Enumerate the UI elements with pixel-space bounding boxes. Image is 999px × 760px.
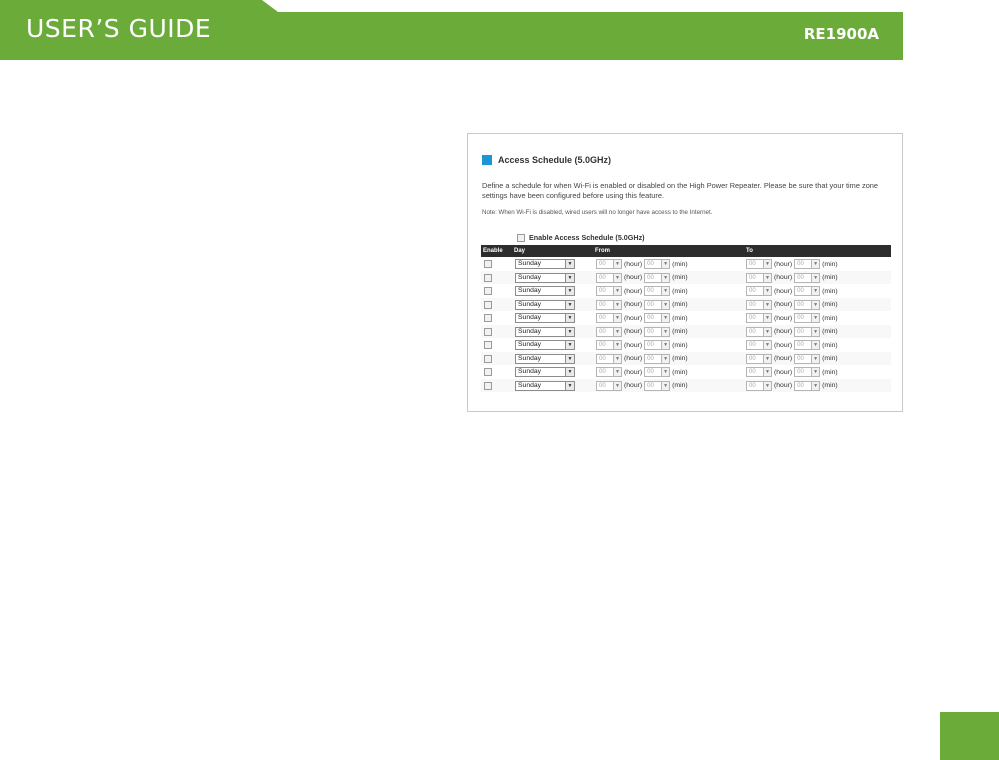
row-enable-checkbox[interactable] [484, 341, 492, 349]
from-hour-value: 00 [599, 274, 606, 281]
from-min-select[interactable] [644, 327, 670, 337]
to-hour-value: 00 [749, 288, 756, 294]
from-min-value: 00 [647, 369, 654, 375]
chevron-down-icon: ▼ [565, 260, 574, 268]
chevron-down-icon: ▼ [661, 355, 669, 363]
day-value: Sunday [518, 368, 542, 375]
table-row [481, 352, 891, 366]
min-unit: (min) [672, 287, 688, 295]
to-hour-value: 00 [749, 382, 756, 389]
chevron-down-icon: ▼ [565, 301, 574, 309]
from-hour-select[interactable] [596, 327, 622, 337]
min-unit: (min) [672, 341, 688, 349]
chevron-down-icon: ▼ [613, 328, 621, 336]
hour-unit: (hour) [624, 341, 643, 349]
from-time [596, 381, 690, 391]
min-unit: (min) [822, 301, 838, 308]
guide-title: USER’S GUIDE [26, 14, 212, 43]
chevron-down-icon: ▼ [613, 368, 621, 376]
enable-schedule-label: Enable Access Schedule (5.0GHz) [529, 233, 645, 242]
day-value: Sunday [518, 354, 542, 362]
from-min-value: 00 [647, 261, 654, 267]
hour-unit: (hour) [624, 274, 643, 281]
chevron-down-icon: ▼ [661, 301, 669, 309]
chevron-down-icon: ▼ [613, 274, 621, 282]
to-hour-value: 00 [749, 355, 756, 362]
day-value: Sunday [518, 273, 542, 281]
from-min-select[interactable] [644, 259, 670, 269]
to-min-select[interactable] [794, 286, 820, 296]
model-name: RE1900A [803, 25, 879, 43]
chevron-down-icon: ▼ [763, 355, 771, 363]
to-time [746, 313, 840, 323]
row-enable-checkbox[interactable] [484, 314, 492, 322]
row-enable-checkbox[interactable] [484, 328, 492, 336]
to-min-value: 00 [797, 342, 804, 348]
note-text: Note: When Wi-Fi is disabled, wired users will no longer have access to the Internet. [482, 209, 713, 216]
chevron-down-icon: ▼ [661, 368, 669, 376]
from-hour-value: 00 [599, 328, 606, 335]
from-time [596, 259, 690, 269]
hour-unit: (hour) [774, 368, 793, 376]
from-hour-select[interactable] [596, 367, 622, 377]
row-enable-checkbox[interactable] [484, 274, 492, 282]
min-unit: (min) [672, 314, 688, 322]
min-unit: (min) [822, 260, 838, 268]
to-time [746, 300, 840, 310]
min-unit: (min) [822, 287, 838, 295]
chevron-down-icon: ▼ [661, 314, 669, 322]
table-row [481, 257, 891, 271]
min-unit: (min) [822, 355, 838, 362]
hour-unit: (hour) [774, 341, 793, 349]
col-day: Day [514, 248, 526, 254]
chevron-down-icon: ▼ [565, 314, 574, 322]
to-min-select[interactable] [794, 340, 820, 350]
day-value: Sunday [518, 314, 542, 321]
from-hour-value: 00 [599, 315, 606, 321]
min-unit: (min) [672, 274, 688, 281]
from-hour-value: 00 [599, 355, 606, 362]
min-unit: (min) [672, 260, 688, 268]
from-min-value: 00 [647, 382, 654, 389]
header-banner [0, 0, 903, 60]
to-hour-select[interactable] [746, 327, 772, 337]
enable-schedule-control[interactable] [517, 233, 645, 242]
chevron-down-icon: ▼ [811, 301, 819, 309]
chevron-down-icon: ▼ [811, 368, 819, 376]
chevron-down-icon: ▼ [565, 274, 574, 282]
to-min-select[interactable] [794, 381, 820, 391]
page-tab [940, 712, 999, 760]
chevron-down-icon: ▼ [811, 382, 819, 390]
table-header [481, 245, 891, 257]
chevron-down-icon: ▼ [763, 301, 771, 309]
to-hour-value: 00 [749, 369, 756, 375]
chevron-down-icon: ▼ [811, 314, 819, 322]
table-body [481, 257, 891, 392]
to-hour-value: 00 [749, 261, 756, 267]
chevron-down-icon: ▼ [763, 368, 771, 376]
chevron-down-icon: ▼ [811, 355, 819, 363]
to-hour-value: 00 [749, 342, 756, 348]
chevron-down-icon: ▼ [661, 328, 669, 336]
to-min-value: 00 [797, 301, 804, 308]
chevron-down-icon: ▼ [763, 260, 771, 268]
row-enable-checkbox[interactable] [484, 368, 492, 376]
to-time [746, 286, 840, 296]
enable-schedule-checkbox[interactable] [517, 234, 525, 242]
from-hour-value: 00 [599, 288, 606, 294]
from-hour-select[interactable] [596, 286, 622, 296]
from-time [596, 354, 690, 364]
from-time [596, 367, 690, 377]
chevron-down-icon: ▼ [613, 301, 621, 309]
day-select[interactable] [515, 286, 575, 296]
from-hour-value: 00 [599, 301, 606, 308]
min-unit: (min) [672, 328, 688, 335]
hour-unit: (hour) [624, 260, 643, 268]
hour-unit: (hour) [774, 287, 793, 295]
to-min-value: 00 [797, 369, 804, 375]
to-min-value: 00 [797, 274, 804, 281]
table-row [481, 379, 891, 393]
hour-unit: (hour) [774, 301, 793, 308]
row-enable-checkbox[interactable] [484, 301, 492, 309]
day-select[interactable] [515, 327, 575, 337]
from-time [596, 286, 690, 296]
from-min-value: 00 [647, 315, 654, 321]
to-time [746, 273, 840, 283]
to-min-select[interactable] [794, 273, 820, 283]
from-min-value: 00 [647, 328, 654, 335]
chevron-down-icon: ▼ [811, 341, 819, 349]
chevron-down-icon: ▼ [661, 274, 669, 282]
chevron-down-icon: ▼ [763, 274, 771, 282]
hour-unit: (hour) [624, 382, 643, 389]
chevron-down-icon: ▼ [661, 341, 669, 349]
to-min-select[interactable] [794, 354, 820, 364]
from-min-value: 00 [647, 342, 654, 348]
to-hour-select[interactable] [746, 313, 772, 323]
chevron-down-icon: ▼ [613, 382, 621, 390]
day-select[interactable] [515, 340, 575, 350]
from-min-select[interactable] [644, 340, 670, 350]
day-value: Sunday [518, 381, 542, 389]
from-hour-select[interactable] [596, 313, 622, 323]
chevron-down-icon: ▼ [565, 368, 574, 376]
to-time [746, 327, 840, 337]
chevron-down-icon: ▼ [613, 287, 621, 295]
chevron-down-icon: ▼ [565, 355, 574, 363]
min-unit: (min) [672, 355, 688, 362]
from-min-value: 00 [647, 301, 654, 308]
chevron-down-icon: ▼ [811, 260, 819, 268]
hour-unit: (hour) [624, 287, 643, 295]
min-unit: (min) [672, 301, 688, 308]
to-time [746, 354, 840, 364]
to-hour-select[interactable] [746, 300, 772, 310]
to-min-value: 00 [797, 315, 804, 321]
min-unit: (min) [822, 314, 838, 322]
hour-unit: (hour) [624, 314, 643, 322]
to-time [746, 340, 840, 350]
row-enable-checkbox[interactable] [484, 355, 492, 363]
from-hour-select[interactable] [596, 273, 622, 283]
row-enable-checkbox[interactable] [484, 287, 492, 295]
chevron-down-icon: ▼ [811, 274, 819, 282]
day-select[interactable] [515, 313, 575, 323]
min-unit: (min) [822, 328, 838, 335]
min-unit: (min) [672, 382, 688, 389]
from-time [596, 340, 690, 350]
from-min-value: 00 [647, 355, 654, 362]
to-time [746, 367, 840, 377]
to-min-select[interactable] [794, 327, 820, 337]
day-select[interactable] [515, 259, 575, 269]
to-min-select[interactable] [794, 300, 820, 310]
day-value: Sunday [518, 341, 542, 348]
to-min-select[interactable] [794, 259, 820, 269]
from-min-select[interactable] [644, 381, 670, 391]
from-hour-value: 00 [599, 261, 606, 267]
table-row [481, 365, 891, 379]
to-min-value: 00 [797, 355, 804, 362]
from-hour-value: 00 [599, 382, 606, 389]
to-time [746, 259, 840, 269]
chevron-down-icon: ▼ [613, 314, 621, 322]
from-min-select[interactable] [644, 354, 670, 364]
min-unit: (min) [822, 382, 838, 389]
from-time [596, 273, 690, 283]
day-select[interactable] [515, 367, 575, 377]
chevron-down-icon: ▼ [613, 260, 621, 268]
hour-unit: (hour) [774, 314, 793, 322]
to-hour-select[interactable] [746, 286, 772, 296]
day-value: Sunday [518, 327, 542, 335]
from-hour-select[interactable] [596, 259, 622, 269]
from-min-select[interactable] [644, 300, 670, 310]
to-min-value: 00 [797, 261, 804, 267]
section-header [482, 154, 611, 166]
from-min-value: 00 [647, 288, 654, 294]
hour-unit: (hour) [774, 382, 793, 389]
col-enable: Enable [483, 248, 503, 254]
chevron-down-icon: ▼ [763, 328, 771, 336]
day-select[interactable] [515, 381, 575, 391]
from-hour-select[interactable] [596, 354, 622, 364]
to-hour-value: 00 [749, 301, 756, 308]
chevron-down-icon: ▼ [661, 382, 669, 390]
to-min-value: 00 [797, 382, 804, 389]
chevron-down-icon: ▼ [811, 287, 819, 295]
from-time [596, 313, 690, 323]
table-row [481, 311, 891, 325]
to-hour-select[interactable] [746, 354, 772, 364]
day-value: Sunday [518, 300, 542, 308]
from-min-select[interactable] [644, 367, 670, 377]
from-hour-select[interactable] [596, 381, 622, 391]
to-hour-value: 00 [749, 315, 756, 321]
table-row [481, 271, 891, 285]
schedule-table [481, 245, 891, 392]
row-enable-checkbox[interactable] [484, 260, 492, 268]
hour-unit: (hour) [624, 328, 643, 335]
chevron-down-icon: ▼ [613, 341, 621, 349]
day-select[interactable] [515, 300, 575, 310]
from-min-select[interactable] [644, 273, 670, 283]
hour-unit: (hour) [624, 355, 643, 362]
from-hour-select[interactable] [596, 340, 622, 350]
to-hour-select[interactable] [746, 381, 772, 391]
from-time [596, 327, 690, 337]
from-hour-value: 00 [599, 342, 606, 348]
section-title: Access Schedule (5.0GHz) [498, 155, 612, 165]
table-row [481, 298, 891, 312]
hour-unit: (hour) [624, 301, 643, 308]
table-row [481, 284, 891, 298]
from-min-select[interactable] [644, 313, 670, 323]
col-from: From [595, 248, 610, 254]
from-hour-select[interactable] [596, 300, 622, 310]
table-row [481, 325, 891, 339]
chevron-down-icon: ▼ [763, 382, 771, 390]
chevron-down-icon: ▼ [565, 287, 574, 295]
day-value: Sunday [518, 260, 542, 267]
chevron-down-icon: ▼ [763, 314, 771, 322]
chevron-down-icon: ▼ [661, 287, 669, 295]
to-min-select[interactable] [794, 313, 820, 323]
to-min-value: 00 [797, 328, 804, 335]
to-min-value: 00 [797, 288, 804, 294]
chevron-down-icon: ▼ [565, 341, 574, 349]
to-time [746, 381, 840, 391]
table-row [481, 338, 891, 352]
to-hour-value: 00 [749, 328, 756, 335]
chevron-down-icon: ▼ [565, 328, 574, 336]
from-time [596, 300, 690, 310]
chevron-down-icon: ▼ [565, 382, 574, 390]
to-hour-select[interactable] [746, 273, 772, 283]
min-unit: (min) [822, 341, 838, 349]
to-hour-select[interactable] [746, 367, 772, 377]
day-select[interactable] [515, 354, 575, 364]
day-value: Sunday [518, 287, 542, 294]
to-hour-select[interactable] [746, 340, 772, 350]
day-select[interactable] [515, 273, 575, 283]
min-unit: (min) [822, 368, 838, 376]
section-marker-icon [482, 155, 492, 165]
hour-unit: (hour) [774, 274, 793, 281]
to-min-select[interactable] [794, 367, 820, 377]
from-min-select[interactable] [644, 286, 670, 296]
to-hour-value: 00 [749, 274, 756, 281]
from-hour-value: 00 [599, 369, 606, 375]
hour-unit: (hour) [774, 328, 793, 335]
chevron-down-icon: ▼ [613, 355, 621, 363]
chevron-down-icon: ▼ [763, 341, 771, 349]
access-schedule-screenshot [467, 133, 903, 412]
description-text: Define a schedule for when Wi-Fi is enabled or disabled on the High Power Repeater. Please be sure that your time zone settings have been configured before using this feature. [482, 181, 879, 200]
chevron-down-icon: ▼ [763, 287, 771, 295]
chevron-down-icon: ▼ [661, 260, 669, 268]
min-unit: (min) [672, 368, 688, 376]
from-min-value: 00 [647, 274, 654, 281]
hour-unit: (hour) [624, 368, 643, 376]
chevron-down-icon: ▼ [811, 328, 819, 336]
row-enable-checkbox[interactable] [484, 382, 492, 390]
to-hour-select[interactable] [746, 259, 772, 269]
min-unit: (min) [822, 274, 838, 281]
hour-unit: (hour) [774, 355, 793, 362]
hour-unit: (hour) [774, 260, 793, 268]
col-to: To [746, 248, 753, 254]
